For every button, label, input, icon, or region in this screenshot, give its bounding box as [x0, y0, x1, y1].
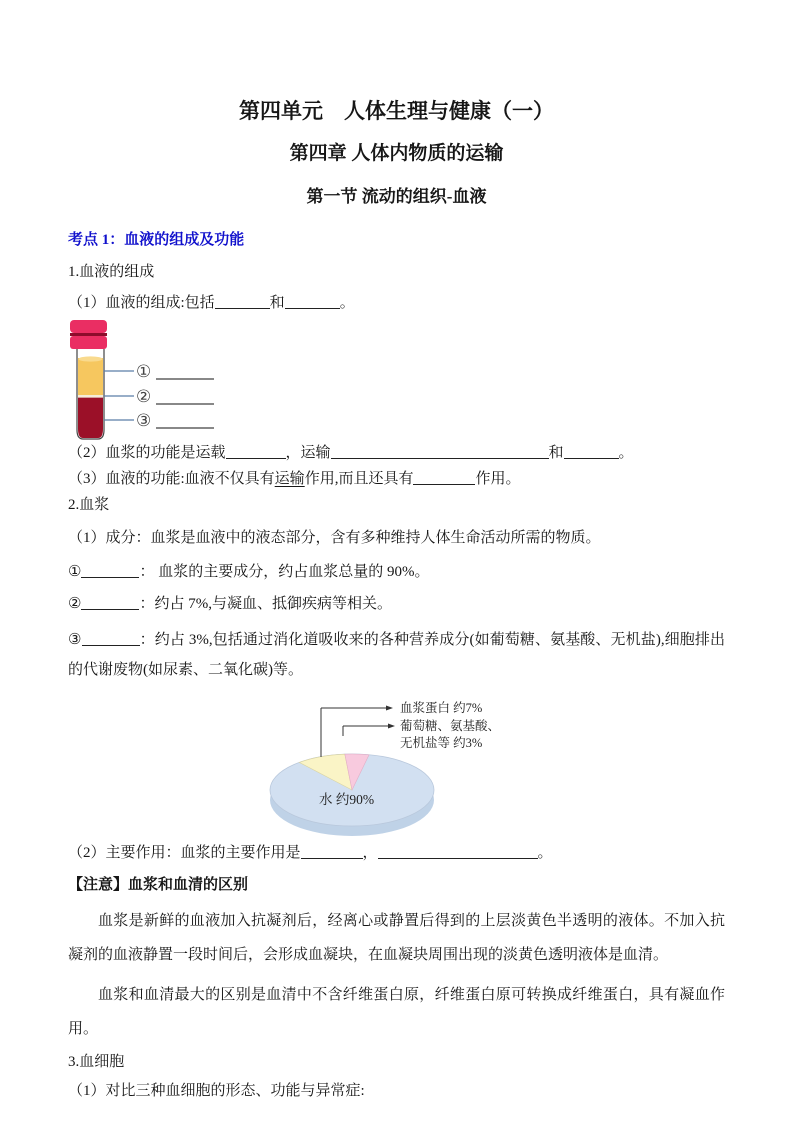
- item-3-num: ③: [68, 632, 82, 648]
- plasma-function-line: [68, 443, 725, 464]
- nutrients-label-line2: 无机盐等 约3%: [400, 736, 483, 750]
- item-2-text: ：约占 7%,与凝血、抵御疾病等相关。: [139, 596, 392, 612]
- tube-blank-lines: [156, 379, 214, 428]
- blank-line: [331, 443, 549, 459]
- blank-line: [413, 469, 475, 485]
- test-tube-diagram: [68, 319, 368, 441]
- plasma-composition-line: （1）成分：血浆是血液中的液态部分，含有多种维持人体生命活动所需的物质。: [68, 530, 601, 546]
- note-paragraph-2: 血浆和血清最大的区别是血清中不含纤维蛋白原，纤维蛋白原可转换成纤维蛋白，具有凝血作用。: [68, 987, 725, 1037]
- exam-point-heading: 考点 1：血液的组成及功能: [68, 232, 245, 248]
- blood-func-mid: 作用,而且还具有: [304, 471, 414, 487]
- plasma-main-role-line: [68, 843, 725, 864]
- tube-label-1: ①: [136, 362, 152, 381]
- protein-label: 血浆蛋白 约7%: [400, 701, 483, 715]
- plasma-func-c1: ，运输: [285, 445, 331, 461]
- buffy-coat-layer: [78, 395, 103, 398]
- tube-cap: [70, 320, 107, 349]
- protein-leader-line: [321, 708, 386, 757]
- plasma-heading: 2.血浆: [68, 497, 110, 513]
- nutrient-leader-line: [343, 726, 388, 736]
- blood-function-line: [68, 469, 725, 490]
- blood-composition-line: [68, 293, 725, 314]
- blank-line: [226, 443, 286, 459]
- blank-line: [378, 843, 538, 859]
- main-role-end: 。: [537, 845, 553, 861]
- item-3-text: ：约占 3%,包括通过消化道吸收来的各种营养成分(如葡萄糖、氨基酸、无机盐),细胞排出的代谢废物(如尿素、二氧化碳)等。: [68, 632, 725, 678]
- protein-leader-arrow: [386, 706, 393, 711]
- underlined-word: 运输: [274, 471, 305, 487]
- plasma-func-c2: 和: [548, 445, 564, 461]
- plasma-item-1: [68, 561, 725, 583]
- item-1-text: ： 血浆的主要成分，约占血浆总量的 90%。: [139, 564, 430, 580]
- main-role-mid: ，: [362, 845, 378, 861]
- plasma-pie-chart: [266, 689, 606, 839]
- plasma-func-pre: （2）血浆的功能是运载: [68, 445, 226, 461]
- plasma-item-2: [68, 593, 725, 615]
- tube-leader-lines: [104, 371, 134, 420]
- compose-end: 。: [339, 295, 355, 311]
- blood-func-pre: （3）血液的功能:血液不仅具有: [68, 471, 275, 487]
- chapter-title: 第四章 人体内物质的运输: [289, 143, 504, 164]
- item-1-num: ①: [68, 564, 82, 580]
- unit-title: 第四单元 人体生理与健康（一）: [239, 99, 554, 123]
- tube-label-3: ③: [136, 411, 152, 430]
- blood-cells-line1: （1）对比三种血细胞的形态、功能与异常症:: [68, 1083, 365, 1099]
- plasma-item-3: [68, 625, 725, 685]
- section-title: 第一节 流动的组织-血液: [306, 187, 487, 206]
- blank-line: [564, 443, 619, 459]
- water-label: 水 约90%: [319, 792, 375, 807]
- compose-pre: （1）血液的组成:包括: [68, 295, 215, 311]
- plasma-func-end: 。: [618, 445, 634, 461]
- blank-line: [81, 562, 139, 578]
- compose-and: 和: [269, 295, 285, 311]
- nutrient-leader-arrow: [388, 724, 395, 729]
- nutrients-label-line1: 葡萄糖、氨基酸、: [400, 719, 501, 733]
- plasma-layer: [78, 356, 103, 395]
- tube-label-2: ②: [136, 387, 152, 406]
- blank-line: [301, 843, 363, 859]
- main-role-pre: （2）主要作用：血浆的主要作用是: [68, 845, 301, 861]
- blood-cells-heading: 3.血细胞: [68, 1054, 125, 1070]
- red-cell-layer: [78, 398, 103, 438]
- blank-line: [82, 630, 140, 646]
- note-paragraph-1: 血浆是新鲜的血液加入抗凝剂后，经离心或静置后得到的上层淡黄色半透明的液体。不加入抗凝剂的血液静置一段时间后，会形成血凝块，在血凝块周围出现的淡黄色透明液体是血清。: [68, 913, 725, 963]
- blood-func-end: 作用。: [475, 471, 521, 487]
- blank-line: [285, 293, 340, 309]
- note-heading: 【注意】血浆和血清的区别: [68, 877, 249, 893]
- item-2-num: ②: [68, 596, 82, 612]
- blank-line: [81, 594, 139, 610]
- blank-line: [215, 293, 270, 309]
- blood-composition-heading: 1.血液的组成: [68, 264, 155, 280]
